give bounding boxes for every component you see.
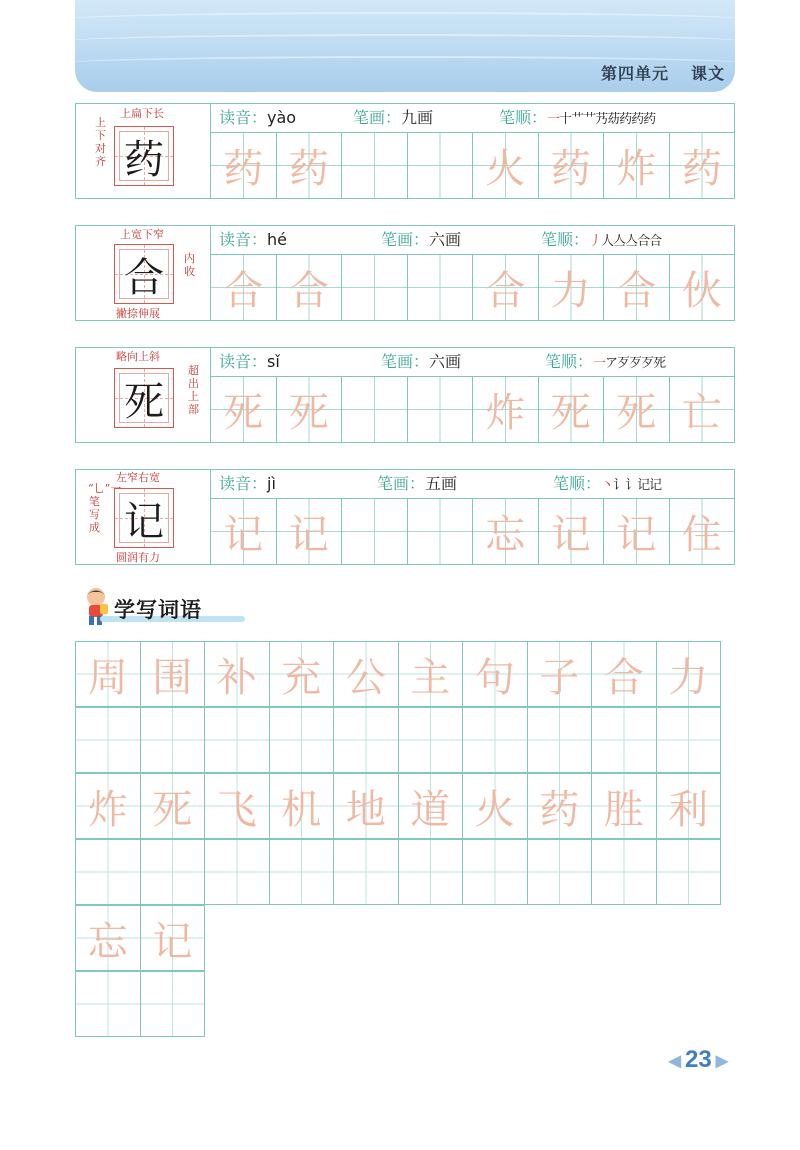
- word-cell[interactable]: [527, 707, 593, 773]
- practice-box[interactable]: 炸: [604, 133, 670, 198]
- char-card-si: [75, 347, 735, 443]
- practice-box[interactable]: 力: [539, 255, 605, 320]
- practice-box[interactable]: 亡: [670, 377, 735, 442]
- tip-top: 左窄右宽: [116, 471, 160, 484]
- word-cell[interactable]: 力: [656, 641, 722, 707]
- stroke-count-value: 六画: [429, 352, 462, 371]
- model-char: 药: [124, 136, 164, 183]
- word-cell[interactable]: [204, 839, 270, 905]
- char-card-he: [75, 225, 735, 321]
- word-cell[interactable]: [269, 707, 335, 773]
- stroke-order-value: 一ア歹歹歹死: [593, 356, 666, 371]
- practice-box[interactable]: [408, 133, 474, 198]
- model-char: 记: [124, 498, 164, 545]
- word-row: [75, 905, 720, 971]
- word-cell[interactable]: [462, 839, 528, 905]
- practice-box[interactable]: 记: [211, 499, 277, 564]
- word-cell[interactable]: 合: [591, 641, 657, 707]
- practice-box[interactable]: 火: [473, 133, 539, 198]
- practice-box[interactable]: 死: [277, 377, 343, 442]
- word-cell[interactable]: 句: [462, 641, 528, 707]
- practice-box[interactable]: 记: [277, 499, 343, 564]
- header-banner: [75, 0, 735, 92]
- word-cell[interactable]: [204, 707, 270, 773]
- tip-left: 上下对齐: [95, 116, 106, 168]
- page-number: [665, 1046, 732, 1074]
- stroke-count-value: 九画: [401, 108, 434, 127]
- word-cell[interactable]: 炸: [75, 773, 141, 839]
- word-practice-grid: [75, 641, 720, 1037]
- model-char-box: [114, 244, 174, 304]
- practice-box[interactable]: 药: [539, 133, 605, 198]
- page-number-value: 23: [684, 1046, 712, 1073]
- pinyin-value: sǐ: [267, 352, 280, 371]
- unit-header: [579, 61, 725, 84]
- word-row: [75, 641, 720, 707]
- pinyin-value: hé: [267, 230, 287, 249]
- word-cell[interactable]: [140, 839, 206, 905]
- practice-box[interactable]: 炸: [473, 377, 539, 442]
- model-panel: [76, 226, 211, 320]
- practice-box[interactable]: [408, 377, 474, 442]
- stroke-order-label: 笔顺：: [545, 352, 594, 371]
- stroke-count-label: 笔画：: [381, 230, 430, 249]
- word-cell[interactable]: [75, 839, 141, 905]
- pinyin-label: 读音：: [219, 474, 268, 493]
- word-cell[interactable]: [591, 839, 657, 905]
- words-section-title: 学写词语: [114, 598, 202, 622]
- char-info-row: [211, 104, 734, 133]
- word-cell[interactable]: 机: [269, 773, 335, 839]
- practice-row: [211, 377, 734, 442]
- char-card-ji: [75, 469, 735, 565]
- tip-top: 上扁下长: [120, 107, 164, 120]
- practice-box[interactable]: [342, 377, 408, 442]
- pinyin-value: jì: [267, 474, 276, 493]
- model-panel: [76, 104, 211, 198]
- tip-bottom: 圆润有力: [116, 551, 160, 564]
- word-cell[interactable]: [333, 839, 399, 905]
- model-char-box: [114, 368, 174, 428]
- stroke-count-value: 六画: [429, 230, 462, 249]
- model-char-box: [114, 488, 174, 548]
- practice-box[interactable]: 记: [539, 499, 605, 564]
- word-row: [75, 971, 720, 1037]
- practice-box[interactable]: 药: [277, 133, 343, 198]
- word-cell[interactable]: [591, 707, 657, 773]
- word-cell[interactable]: 忘: [75, 905, 141, 971]
- word-cell[interactable]: 围: [140, 641, 206, 707]
- word-cell[interactable]: 公: [333, 641, 399, 707]
- practice-box[interactable]: 记: [604, 499, 670, 564]
- practice-box[interactable]: 住: [670, 499, 735, 564]
- tip-right: 内收: [184, 252, 195, 278]
- word-cell[interactable]: [656, 707, 722, 773]
- word-cell[interactable]: 主: [398, 641, 464, 707]
- practice-box[interactable]: [342, 133, 408, 198]
- word-cell[interactable]: [398, 707, 464, 773]
- section-label: 课文: [690, 64, 725, 83]
- tip-left: “乚”一笔写成: [88, 482, 122, 534]
- practice-box[interactable]: 忘: [473, 499, 539, 564]
- word-cell[interactable]: 药: [527, 773, 593, 839]
- pinyin-label: 读音：: [219, 352, 268, 371]
- word-cell[interactable]: 飞: [204, 773, 270, 839]
- word-cell[interactable]: 地: [333, 773, 399, 839]
- stroke-count-label: 笔画：: [377, 474, 426, 493]
- char-info-row: [211, 226, 734, 255]
- model-char: 合: [124, 254, 164, 301]
- word-cell[interactable]: 利: [656, 773, 722, 839]
- model-panel: [76, 470, 211, 564]
- model-panel: [76, 348, 211, 442]
- word-cell[interactable]: 充: [269, 641, 335, 707]
- word-cell[interactable]: 道: [398, 773, 464, 839]
- stroke-count-value: 五画: [425, 474, 458, 493]
- practice-box[interactable]: [408, 255, 474, 320]
- practice-box[interactable]: [342, 255, 408, 320]
- word-row: [75, 773, 720, 839]
- char-info-row: [211, 470, 734, 499]
- practice-box[interactable]: 合: [211, 255, 277, 320]
- practice-box[interactable]: 药: [211, 133, 277, 198]
- tip-top: 略向上斜: [116, 350, 160, 363]
- practice-box[interactable]: 死: [604, 377, 670, 442]
- practice-box[interactable]: 合: [277, 255, 343, 320]
- chevron-left-icon: ◀: [668, 1052, 681, 1070]
- word-cell[interactable]: [140, 707, 206, 773]
- unit-label: 第四单元: [600, 64, 669, 83]
- word-cell[interactable]: 胜: [591, 773, 657, 839]
- practice-box[interactable]: 死: [539, 377, 605, 442]
- word-cell[interactable]: 记: [140, 905, 206, 971]
- word-cell[interactable]: 补: [204, 641, 270, 707]
- practice-box[interactable]: 死: [211, 377, 277, 442]
- pinyin-label: 读音：: [219, 108, 268, 127]
- words-section-header: [80, 586, 250, 626]
- word-cell[interactable]: 子: [527, 641, 593, 707]
- word-row: [75, 839, 720, 905]
- word-cell[interactable]: [527, 839, 593, 905]
- stroke-order-label: 笔顺：: [499, 108, 548, 127]
- tip-bottom: 撇捺伸展: [116, 307, 160, 320]
- tip-right: 超出上部: [188, 364, 199, 416]
- practice-box[interactable]: 药: [670, 133, 735, 198]
- word-cell[interactable]: 周: [75, 641, 141, 707]
- word-cell[interactable]: [333, 707, 399, 773]
- stroke-count-label: 笔画：: [381, 352, 430, 371]
- pinyin-label: 读音：: [219, 230, 268, 249]
- char-info-row: [211, 348, 734, 377]
- practice-box[interactable]: [408, 499, 474, 564]
- word-cell[interactable]: [140, 971, 206, 1037]
- practice-box[interactable]: 伙: [670, 255, 735, 320]
- stroke-order-label: 笔顺：: [553, 474, 602, 493]
- word-cell[interactable]: [462, 707, 528, 773]
- stroke-order-value: 一十艹艹艿苭药药药: [547, 112, 656, 127]
- practice-row: [211, 255, 734, 320]
- model-char-box: [114, 126, 174, 186]
- practice-box[interactable]: [342, 499, 408, 564]
- word-cell[interactable]: 火: [462, 773, 528, 839]
- tip-top: 上宽下窄: [120, 228, 164, 241]
- practice-row: [211, 133, 734, 198]
- chevron-right-icon: ▶: [715, 1052, 728, 1070]
- practice-box[interactable]: 合: [473, 255, 539, 320]
- word-row: [75, 707, 720, 773]
- stroke-order-value: 丶讠讠记记: [601, 478, 662, 493]
- practice-row: [211, 499, 734, 564]
- stroke-order-value: 丿人亼亼合合: [589, 234, 662, 249]
- stroke-order-label: 笔顺：: [541, 230, 590, 249]
- word-cell[interactable]: [656, 839, 722, 905]
- word-cell[interactable]: [398, 839, 464, 905]
- model-char: 死: [124, 378, 164, 425]
- stroke-count-label: 笔画：: [353, 108, 402, 127]
- practice-box[interactable]: 合: [604, 255, 670, 320]
- word-cell[interactable]: 死: [140, 773, 206, 839]
- pinyin-value: yào: [267, 108, 297, 127]
- word-cell[interactable]: [269, 839, 335, 905]
- word-cell[interactable]: [75, 707, 141, 773]
- word-cell[interactable]: [75, 971, 141, 1037]
- char-card-yao: [75, 103, 735, 199]
